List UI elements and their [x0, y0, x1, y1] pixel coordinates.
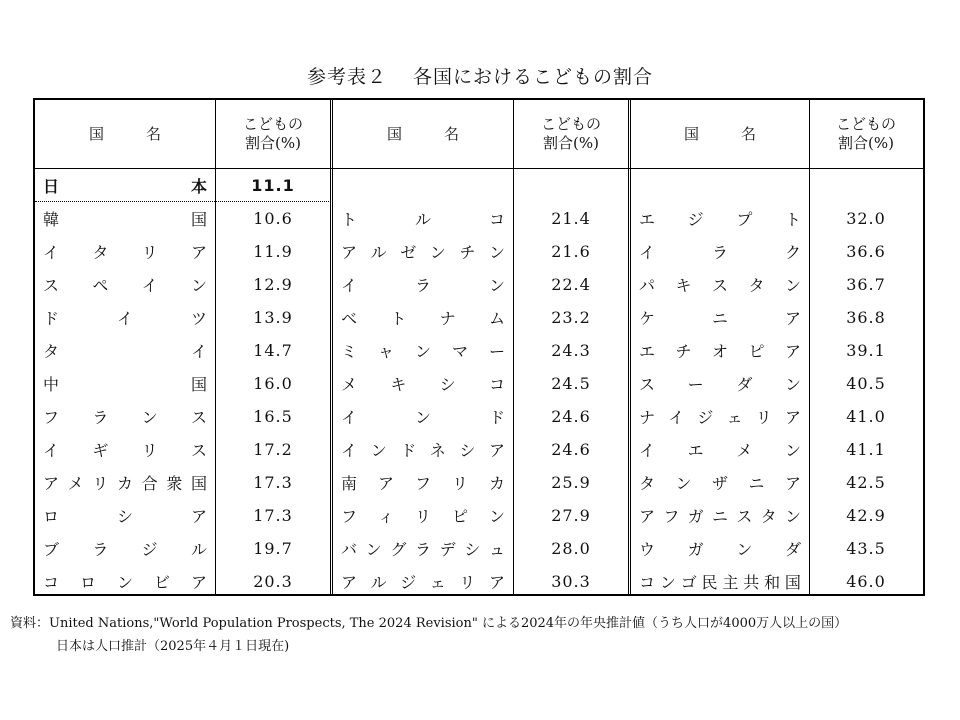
- country-name-char: コ: [639, 573, 656, 592]
- country-name-char: ン: [784, 441, 801, 460]
- country-name-char: ア: [784, 408, 801, 427]
- country-name-char: ア: [190, 507, 207, 526]
- country-name-char: イ: [43, 441, 60, 460]
- country-name-char: ン: [488, 276, 505, 295]
- country-name-char: グ: [390, 540, 407, 559]
- country-name-char: イ: [341, 408, 358, 427]
- country-name-char: ミ: [341, 342, 358, 361]
- country-name-char: シ: [116, 507, 133, 526]
- country-name-char: タ: [92, 243, 109, 262]
- country-name-char: カ: [116, 474, 133, 493]
- japan-name-char: 本: [190, 177, 207, 196]
- country-name-char: ア: [341, 573, 358, 592]
- country-name-char: ガ: [687, 540, 704, 559]
- country-name-char: 和: [764, 573, 781, 592]
- country-name-char: コ: [488, 375, 505, 394]
- country-name-char: ア: [190, 243, 207, 262]
- country-name-char: リ: [92, 474, 109, 493]
- country-name-char: ル: [370, 243, 387, 262]
- country-name-char: フ: [414, 474, 431, 493]
- country-name-char: キ: [390, 375, 407, 394]
- country-name-char: ス: [43, 276, 60, 295]
- country-name-char: ン: [365, 540, 382, 559]
- japan-name-char: 日: [43, 177, 60, 196]
- ratio-value: 21.4: [551, 209, 591, 228]
- header-ratio: [809, 100, 923, 168]
- header-ratio-text: [836, 115, 896, 153]
- country-name-char: ィ: [377, 507, 394, 526]
- country-name-char: ン: [659, 573, 676, 592]
- ratio-value: 25.9: [551, 473, 591, 492]
- ratio-value: 43.5: [846, 539, 886, 558]
- ratio-value: 16.5: [253, 407, 293, 426]
- country-name: [35, 268, 215, 301]
- ratio-value: 24.6: [551, 407, 591, 426]
- country-name: [631, 202, 809, 235]
- country-name: [333, 565, 513, 598]
- country-name-char: 国: [784, 573, 801, 592]
- country-name: [631, 301, 809, 334]
- country-name-char: リ: [141, 441, 158, 460]
- country-name-char: ル: [414, 210, 431, 229]
- country-name-char: フ: [663, 507, 680, 526]
- country-name-char: イ: [190, 342, 207, 361]
- country-name-char: プ: [736, 210, 753, 229]
- country-name-char: ン: [429, 243, 446, 262]
- country-name-char: イ: [341, 276, 358, 295]
- country-name: [333, 334, 513, 367]
- country-name-char: ン: [370, 441, 387, 460]
- country-name-char: リ: [459, 573, 476, 592]
- country-name: [631, 466, 809, 499]
- country-name: [631, 268, 809, 301]
- country-name-char: ド: [43, 309, 60, 328]
- country-name-char: ン: [488, 507, 505, 526]
- header-ratio-text: [541, 115, 601, 153]
- country-name-char: エ: [639, 210, 656, 229]
- country-name-char: イ: [639, 243, 656, 262]
- header-country-label: 国名: [88, 124, 203, 143]
- country-name-char: パ: [639, 276, 656, 295]
- country-name: [333, 202, 513, 235]
- header-country-label: 国名: [386, 124, 501, 143]
- country-name-char: ラ: [711, 243, 728, 262]
- country-name: [35, 565, 215, 598]
- country-name-char: ン: [190, 276, 207, 295]
- country-name-char: ピ: [451, 507, 468, 526]
- country-name: [333, 466, 513, 499]
- country-name-char: ゴ: [680, 573, 697, 592]
- country-name: [333, 499, 513, 532]
- country-name-char: ネ: [429, 441, 446, 460]
- japan-value: 11.1: [251, 176, 295, 195]
- country-name-char: タ: [760, 507, 777, 526]
- country-name-char: イ: [341, 441, 358, 460]
- header-ratio-text: [243, 115, 303, 153]
- country-name-char: コ: [43, 573, 60, 592]
- country-name-char: ー: [687, 375, 704, 394]
- country-name-char: ア: [488, 573, 505, 592]
- ratio-value: 12.9: [253, 275, 293, 294]
- country-name-char: ル: [190, 540, 207, 559]
- country-name-char: コ: [488, 210, 505, 229]
- country-name-char: リ: [414, 507, 431, 526]
- ratio-value: 11.9: [253, 242, 293, 261]
- country-name: [333, 235, 513, 268]
- country-name-char: ダ: [736, 375, 753, 394]
- ratio-value: 39.1: [846, 341, 886, 360]
- country-name-char: バ: [341, 540, 358, 559]
- country-name-char: ナ: [639, 408, 656, 427]
- ratio-value: 36.8: [846, 308, 886, 327]
- ratio-value: 14.7: [253, 341, 293, 360]
- country-name-char: 国: [190, 474, 207, 493]
- country-name-char: ギ: [92, 441, 109, 460]
- header-ratio-line2: 割合(%): [543, 134, 599, 152]
- country-name-char: 国: [190, 375, 207, 394]
- country-name-char: ン: [488, 243, 505, 262]
- country-name: [333, 532, 513, 565]
- country-name-char: ラ: [92, 408, 109, 427]
- header-country-name: [631, 100, 809, 168]
- country-name: [333, 301, 513, 334]
- country-table: [33, 98, 925, 596]
- country-name-char: ル: [370, 573, 387, 592]
- ratio-value: 17.3: [253, 473, 293, 492]
- country-name-char: ア: [377, 474, 394, 493]
- ratio-value: 41.0: [846, 407, 886, 426]
- country-name-char: イ: [668, 408, 685, 427]
- country-name-char: ン: [784, 375, 801, 394]
- country-name-char: タ: [43, 342, 60, 361]
- country-name: [35, 301, 215, 334]
- country-name: [35, 499, 215, 532]
- country-name-char: ュ: [488, 540, 505, 559]
- ratio-value: 36.7: [846, 275, 886, 294]
- header-ratio-line1: こどもの: [835, 115, 896, 133]
- country-name-char: タ: [748, 276, 765, 295]
- ratio-value: 27.9: [551, 506, 591, 525]
- ratio-value: 16.0: [253, 374, 293, 393]
- country-name-char: ャ: [377, 342, 394, 361]
- header-ratio-line2: 割合(%): [838, 134, 894, 152]
- ratio-value: 10.6: [253, 209, 293, 228]
- country-name-char: シ: [439, 375, 456, 394]
- country-name-char: イ: [141, 276, 158, 295]
- ratio-value: 20.3: [253, 572, 293, 591]
- ratio-value: 32.0: [846, 209, 886, 228]
- footnote-source: 資料：United Nations,"World Population Prospects, The 2024 Revision" による2024年の年央推計値（うち人口が4000万人以上の国）: [10, 616, 848, 631]
- country-name-char: ス: [190, 441, 207, 460]
- country-name-char: 衆: [166, 474, 183, 493]
- country-name-char: 中: [43, 375, 60, 394]
- country-name-char: リ: [451, 474, 468, 493]
- country-name-char: 合: [141, 474, 158, 493]
- ratio-value: 28.0: [551, 539, 591, 558]
- country-name: [35, 235, 215, 268]
- header-country-name: [35, 100, 215, 168]
- ratio-value: 13.9: [253, 308, 293, 327]
- ratio-value: 24.3: [551, 341, 591, 360]
- country-name-char: ン: [116, 573, 133, 592]
- country-name: [35, 433, 215, 466]
- country-name-char: ロ: [79, 573, 96, 592]
- country-name-char: ア: [488, 441, 505, 460]
- title-number: 参考表２: [306, 66, 387, 88]
- country-name-char: ン: [414, 408, 431, 427]
- country-name: [333, 367, 513, 400]
- country-name-char: 主: [722, 573, 739, 592]
- ratio-value: 17.3: [253, 506, 293, 525]
- country-name-char: フ: [43, 408, 60, 427]
- header-ratio-line1: こどもの: [540, 115, 601, 133]
- country-name: [333, 400, 513, 433]
- ratio-value: 22.4: [551, 275, 591, 294]
- country-name: [333, 433, 513, 466]
- country-name-char: ジ: [141, 540, 158, 559]
- country-name-char: ス: [736, 507, 753, 526]
- country-name-char: ピ: [748, 342, 765, 361]
- country-name-char: 民: [701, 573, 718, 592]
- country-name-char: ェ: [726, 408, 743, 427]
- country-name-char: メ: [67, 474, 84, 493]
- country-name-char: オ: [711, 342, 728, 361]
- ratio-value: 19.7: [253, 539, 293, 558]
- ratio-value: 41.1: [846, 440, 886, 459]
- country-name: [631, 433, 809, 466]
- country-name-char: ペ: [92, 276, 109, 295]
- country-name-char: ラ: [414, 276, 431, 295]
- country-name-char: ジ: [400, 573, 417, 592]
- country-name-char: ー: [488, 342, 505, 361]
- country-name-char: ビ: [153, 573, 170, 592]
- country-name-char: ナ: [439, 309, 456, 328]
- ratio-value: 42.9: [846, 506, 886, 525]
- japan-name: [35, 169, 215, 202]
- country-name-char: ェ: [429, 573, 446, 592]
- country-name-char: 南: [341, 474, 358, 493]
- country-name-char: ベ: [341, 309, 358, 328]
- country-name-char: リ: [141, 243, 158, 262]
- country-name-char: ド: [488, 408, 505, 427]
- country-name-char: ア: [784, 474, 801, 493]
- ratio-value: 24.6: [551, 440, 591, 459]
- ratio-value: 40.5: [846, 374, 886, 393]
- country-name: [35, 367, 215, 400]
- country-name-char: ジ: [687, 210, 704, 229]
- country-name-char: カ: [488, 474, 505, 493]
- country-name-char: キ: [675, 276, 692, 295]
- country-name-char: 韓: [43, 210, 60, 229]
- country-name: [333, 268, 513, 301]
- country-name-char: イ: [116, 309, 133, 328]
- country-name-char: ゼ: [400, 243, 417, 262]
- country-name-char: ア: [341, 243, 358, 262]
- country-name-char: イ: [43, 243, 60, 262]
- country-name: [631, 532, 809, 565]
- country-name-char: ア: [784, 309, 801, 328]
- country-name-char: ス: [639, 375, 656, 394]
- country-name-char: ス: [190, 408, 207, 427]
- country-name: [35, 334, 215, 367]
- country-name-char: ト: [390, 309, 407, 328]
- country-name-char: イ: [639, 441, 656, 460]
- country-name: [631, 367, 809, 400]
- country-name-char: エ: [639, 342, 656, 361]
- country-name-char: ス: [711, 276, 728, 295]
- footnote-japan: 日本は人口推計（2025年４月１日現在): [56, 639, 290, 654]
- country-name-char: マ: [451, 342, 468, 361]
- country-name-char: チ: [459, 243, 476, 262]
- country-name-char: エ: [687, 441, 704, 460]
- country-name-char: ン: [675, 474, 692, 493]
- country-name: [35, 400, 215, 433]
- country-name: [35, 466, 215, 499]
- country-name-char: ン: [141, 408, 158, 427]
- country-name-char: フ: [341, 507, 358, 526]
- ratio-value: 21.6: [551, 242, 591, 261]
- country-name-char: タ: [639, 474, 656, 493]
- table-title: [0, 62, 960, 89]
- country-name-char: シ: [459, 441, 476, 460]
- country-name-char: メ: [736, 441, 753, 460]
- country-name-char: ア: [639, 507, 656, 526]
- header-country-name: [333, 100, 513, 168]
- country-name-char: ザ: [711, 474, 728, 493]
- country-name-char: デ: [439, 540, 456, 559]
- country-name-char: ツ: [190, 309, 207, 328]
- country-name-char: ダ: [784, 540, 801, 559]
- header-ratio: [513, 100, 629, 168]
- country-name-char: ロ: [43, 507, 60, 526]
- country-name-char: ト: [784, 210, 801, 229]
- country-name-char: ア: [190, 573, 207, 592]
- country-name-char: 共: [743, 573, 760, 592]
- ratio-value: 36.6: [846, 242, 886, 261]
- country-name-char: ン: [784, 507, 801, 526]
- ratio-value: 30.3: [551, 572, 591, 591]
- country-name-char: ニ: [711, 309, 728, 328]
- country-name: [631, 235, 809, 268]
- ratio-value: 17.2: [253, 440, 293, 459]
- header-ratio-line1: こどもの: [242, 115, 303, 133]
- country-name-char: ア: [43, 474, 60, 493]
- header-ratio: [215, 100, 331, 168]
- ratio-value: 24.5: [551, 374, 591, 393]
- country-name-char: ニ: [748, 474, 765, 493]
- country-name-char: ア: [784, 342, 801, 361]
- country-name-char: シ: [464, 540, 481, 559]
- country-name: [35, 532, 215, 565]
- ratio-value: 23.2: [551, 308, 591, 327]
- country-name: [35, 202, 215, 235]
- country-name-char: ラ: [92, 540, 109, 559]
- country-name-char: ニ: [711, 507, 728, 526]
- ratio-value: 46.0: [846, 572, 886, 591]
- header-ratio-line2: 割合(%): [245, 134, 301, 152]
- country-name-char: ン: [784, 276, 801, 295]
- country-name: [631, 334, 809, 367]
- country-name-char: ン: [414, 342, 431, 361]
- japan-separator: [35, 201, 331, 202]
- country-name-char: ラ: [414, 540, 431, 559]
- country-name-char: ド: [400, 441, 417, 460]
- country-name: [631, 565, 809, 598]
- country-name-char: ン: [736, 540, 753, 559]
- header-country-label: 国名: [683, 124, 798, 143]
- country-name-char: ガ: [687, 507, 704, 526]
- country-name-char: リ: [755, 408, 772, 427]
- title-text: 各国におけるこどもの割合: [413, 66, 654, 88]
- country-name-char: 国: [190, 210, 207, 229]
- ratio-value: 42.5: [846, 473, 886, 492]
- country-name-char: ジ: [697, 408, 714, 427]
- country-name: [631, 499, 809, 532]
- country-name-char: メ: [341, 375, 358, 394]
- country-name: [631, 400, 809, 433]
- country-name-char: ブ: [43, 540, 60, 559]
- country-name-char: ト: [341, 210, 358, 229]
- country-name-char: チ: [675, 342, 692, 361]
- country-name-char: ケ: [639, 309, 656, 328]
- country-name-char: ク: [784, 243, 801, 262]
- country-name-char: ム: [488, 309, 505, 328]
- country-name-char: ウ: [639, 540, 656, 559]
